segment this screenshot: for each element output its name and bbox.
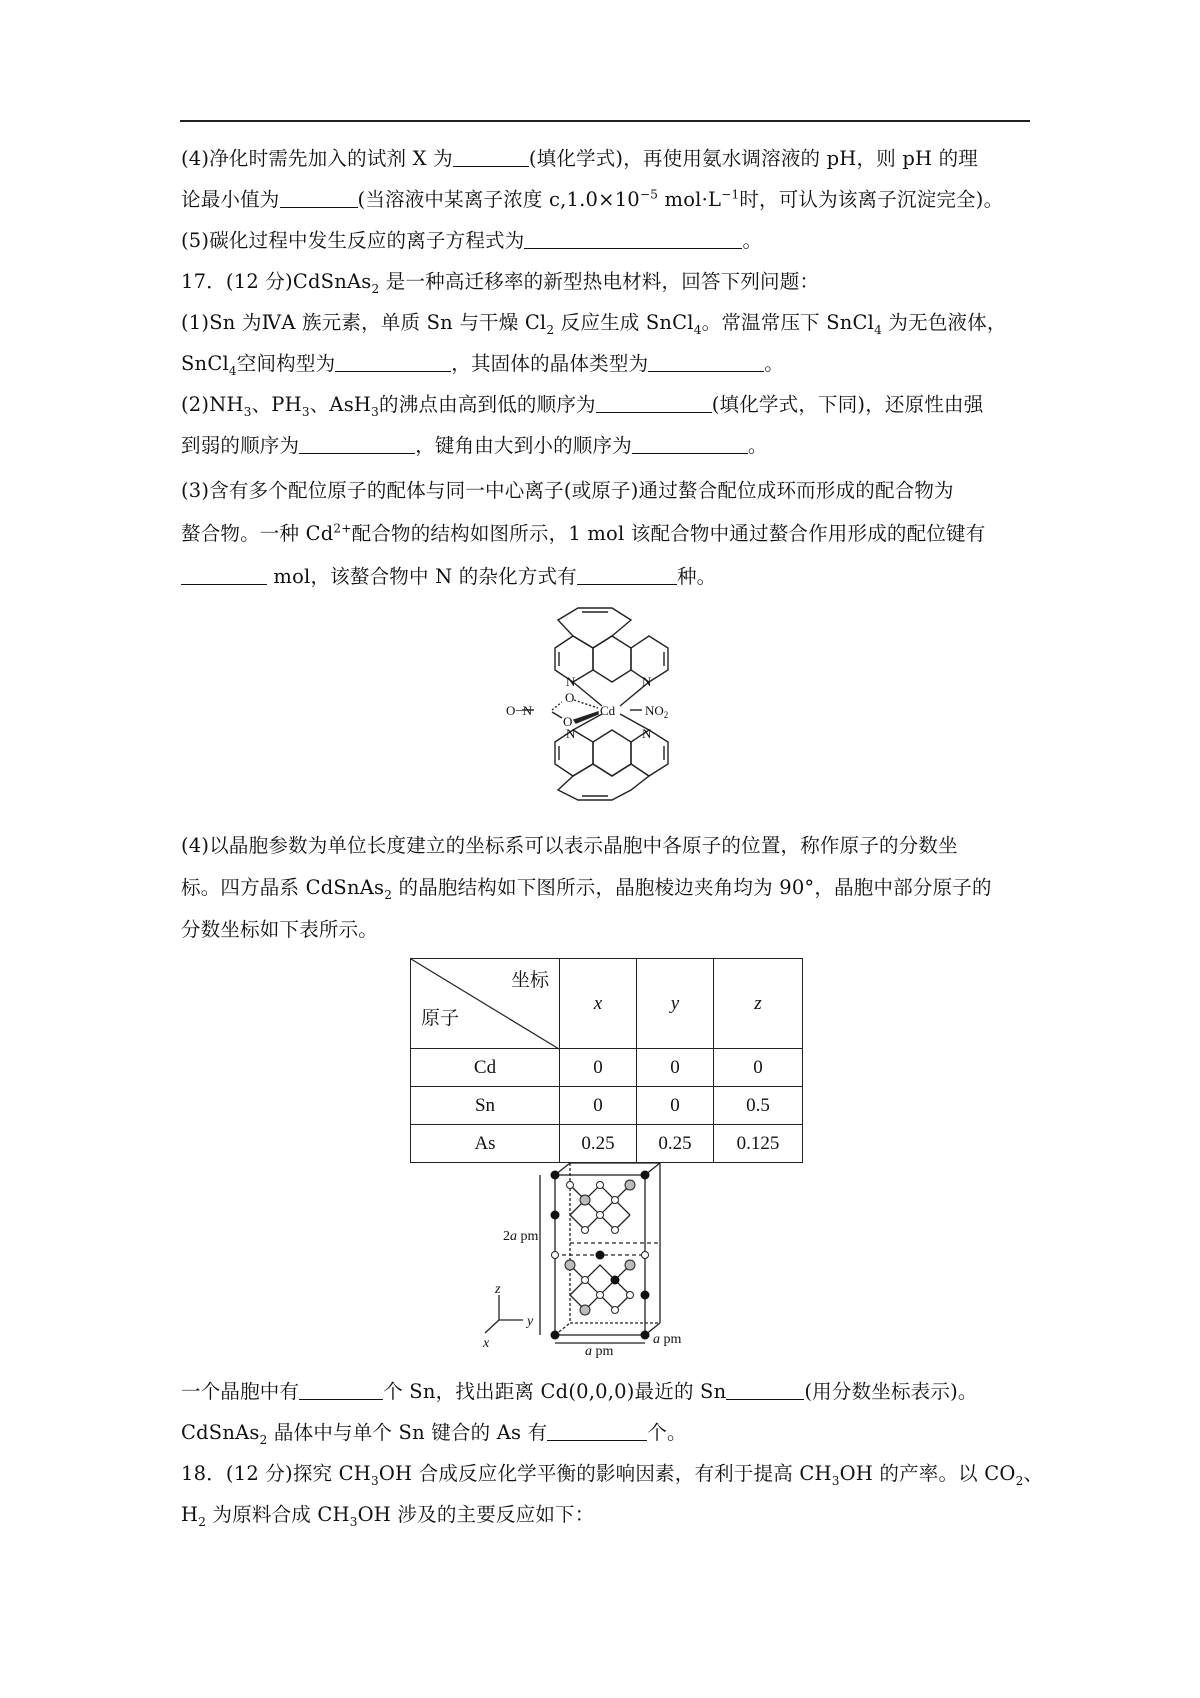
as-atom: [582, 1277, 589, 1284]
as-atom: [597, 1292, 604, 1299]
text: 个。: [647, 1421, 687, 1444]
subscript: 4: [874, 322, 883, 337]
axis-y-label: y: [527, 1314, 534, 1329]
coord-cell: 0.25: [637, 1125, 714, 1163]
n-label: N: [566, 674, 576, 689]
as-atom: [627, 1292, 634, 1299]
text: 标。四方晶系 CdSnAs: [181, 876, 385, 899]
n-label: N: [642, 674, 652, 689]
atom-cell: As: [411, 1125, 560, 1163]
no2-label: $NO_2$: [645, 703, 669, 720]
text: mol，该螯合物中 N 的杂化方式有: [267, 565, 577, 588]
as-atom: [552, 1252, 559, 1259]
as-atom: [642, 1252, 649, 1259]
answer-blank[interactable]: [577, 566, 677, 585]
text: (用分数坐标表示)。: [804, 1380, 978, 1403]
q17-part2-line1: [181, 389, 1031, 421]
fractional-coordinate-table: [410, 958, 803, 1163]
text: 、: [1023, 1462, 1044, 1485]
q16-part5-line: [181, 225, 1031, 257]
text: 螯合物。一种 Cd: [181, 522, 334, 545]
cd-atom: [641, 1291, 650, 1300]
coord-cell: 0.5: [714, 1087, 803, 1125]
cd-complex-structure: [500, 600, 720, 810]
cd-atom: [641, 1171, 650, 1180]
header-x: x: [560, 959, 637, 1049]
answer-blank[interactable]: [453, 148, 529, 167]
subscript: 2: [371, 281, 380, 296]
exponent: −5: [639, 187, 659, 202]
q17-after-line1: [181, 1376, 1031, 1408]
corner-label-bottom: 原子: [421, 1008, 460, 1029]
coord-cell: 0: [560, 1049, 637, 1087]
crystal-unit-cell: [483, 1155, 725, 1359]
coord-cell: 0: [714, 1049, 803, 1087]
text: H: [181, 1503, 199, 1526]
text: (4)以晶胞参数为单位长度建立的坐标系可以表示晶胞中各原子的位置，称作原子的分数坐: [181, 834, 958, 857]
base-label: a pm: [585, 1344, 614, 1359]
text: CdSnAs: [181, 1421, 260, 1444]
answer-blank[interactable]: [181, 566, 267, 585]
coord-cell: 0: [560, 1087, 637, 1125]
sn-atom: [625, 1260, 635, 1270]
subscript: 2: [384, 887, 393, 902]
as-atom: [597, 1182, 604, 1189]
text: 、PH: [251, 393, 302, 416]
q17-after-line2: [181, 1417, 1031, 1449]
cd-atom: [551, 1331, 560, 1340]
q16-part4-line1: [181, 143, 1031, 175]
subscript: 2: [546, 322, 555, 337]
answer-blank[interactable]: [335, 353, 451, 372]
n-label: N: [566, 726, 576, 741]
axis-x-label: x: [483, 1336, 490, 1351]
text: 分数坐标如下表所示。: [181, 918, 379, 941]
text: OH 涉及的主要反应如下：: [357, 1503, 595, 1526]
sn-atom: [580, 1305, 590, 1315]
corner-label-top: 坐标: [510, 970, 549, 991]
q18-line1: [181, 1458, 1044, 1490]
table-corner-cell: [411, 959, 560, 1049]
text: ，键角由大到小的顺序为: [415, 434, 632, 457]
subscript: 4: [228, 363, 237, 378]
o-label: O: [563, 714, 573, 729]
q17-part1-line2: [181, 348, 1031, 380]
header-z: z: [714, 959, 803, 1049]
text: 反应生成 SnCl: [554, 311, 694, 334]
q16-part4-text3: 论最小值为: [181, 188, 280, 211]
exponent: −1: [721, 187, 740, 202]
text: 、AsH: [309, 393, 372, 416]
coord-cell: 0.25: [560, 1125, 637, 1163]
header-rule: [180, 120, 1030, 122]
n-label: N: [642, 726, 652, 741]
q16-part4-text: (4)净化时需先加入的试剂 X 为: [181, 147, 453, 170]
q17-intro-text: 17．(12 分)CdSnAs: [181, 270, 372, 293]
text: (2)NH: [181, 393, 244, 416]
q17-part3-line2: [181, 518, 1031, 550]
q17-part3-line1: [181, 475, 1031, 507]
text: 种。: [676, 565, 717, 588]
answer-blank[interactable]: [648, 353, 764, 372]
text: 。: [764, 352, 784, 375]
answer-blank[interactable]: [299, 1381, 383, 1400]
answer-blank[interactable]: [632, 435, 748, 454]
cd-atom: [641, 1331, 650, 1340]
q17-part3-line3: [181, 561, 1031, 593]
subscript: 4: [693, 322, 702, 337]
cd-atom: [551, 1171, 560, 1180]
sn-atom: [565, 1260, 575, 1270]
cd-atom: [551, 1211, 560, 1220]
answer-blank[interactable]: [596, 394, 712, 413]
subscript: 3: [831, 1473, 840, 1488]
unit-text: mol·L: [658, 188, 722, 211]
text: 一个晶胞中有: [181, 1380, 300, 1403]
answer-blank[interactable]: [726, 1381, 804, 1400]
o-n-label: O−N: [506, 703, 533, 718]
q17-part1-line1: [181, 307, 1031, 339]
atom-cell: Cd: [411, 1049, 560, 1087]
table-row: [411, 1049, 803, 1087]
answer-blank[interactable]: [299, 435, 415, 454]
subscript: 3: [371, 404, 380, 419]
text: 的晶胞结构如下图所示，晶胞棱边夹角均为 90°，晶胞中部分原子的: [392, 876, 992, 899]
q16-part5-end: 。: [742, 229, 763, 252]
cd-atom: [611, 1276, 620, 1285]
text: 空间构型为: [236, 352, 336, 375]
cd-label: Cd: [600, 703, 616, 718]
subscript: 2: [259, 1432, 268, 1447]
q16-part4-text2: (填化学式)，再使用氨水调溶液的 pH，则 pH 的理: [528, 147, 978, 170]
text: 。: [747, 434, 768, 457]
q17-part2-line2: [181, 430, 1031, 462]
coord-cell: 0: [637, 1049, 714, 1087]
subscript: 3: [243, 404, 252, 419]
q16-part4-text4: (当溶液中某离子浓度 c,1.0×10: [357, 188, 640, 211]
text: ，其固体的晶体类型为: [451, 352, 649, 375]
q17-part4-line1: [181, 830, 1031, 862]
superscript: 2+: [333, 521, 352, 536]
text: (1)Sn 为ⅣA 族元素，单质 Sn 与干燥 Cl: [181, 311, 547, 334]
atom-cell: Sn: [411, 1087, 560, 1125]
text: 个 Sn，找出距离 Cd(0,0,0)最近的 Sn: [383, 1380, 727, 1403]
coord-cell: 0: [637, 1087, 714, 1125]
depth-label: a pm: [653, 1332, 682, 1347]
text: 。常温常压下 SnCl: [701, 311, 875, 334]
text: SnCl: [181, 352, 229, 375]
subscript: 3: [370, 1473, 379, 1488]
answer-blank[interactable]: [524, 230, 742, 249]
as-atom: [612, 1227, 619, 1234]
cd-atom: [596, 1251, 605, 1260]
subscript: 2: [198, 1514, 207, 1529]
q18-line2: [181, 1499, 1031, 1531]
q16-part5-text: (5)碳化过程中发生反应的离子方程式为: [181, 229, 525, 252]
coord-cell: 0.125: [714, 1125, 803, 1163]
subscript: 2: [1015, 1473, 1024, 1488]
as-atom: [597, 1212, 604, 1219]
q17-part4-line3: [181, 914, 1031, 946]
answer-blank[interactable]: [280, 189, 358, 208]
o-label: O: [565, 690, 575, 705]
text: 晶体中与单个 Sn 键合的 As 有: [267, 1421, 548, 1444]
text: OH 合成反应化学平衡的影响因素，有利于提高 CH: [378, 1462, 832, 1485]
text: 为原料合成 CH: [206, 1503, 350, 1526]
subscript: 3: [349, 1514, 358, 1529]
q16-part4-text5: 时，可认为该离子沉淀完全)。: [739, 188, 1004, 211]
text: 配合物的结构如图所示，1 mol 该配合物中通过螯合作用形成的配位键有: [351, 522, 986, 545]
sn-atom: [580, 1195, 590, 1205]
answer-blank[interactable]: [547, 1422, 647, 1441]
q16-part4-line2: [181, 184, 1031, 216]
text: (填化学式，下同)，还原性由强: [711, 393, 984, 416]
subscript: 3: [301, 404, 310, 419]
as-atom: [582, 1227, 589, 1234]
q17-part4-line2: [181, 872, 1031, 904]
table-row: [411, 1087, 803, 1125]
sn-atom: [625, 1180, 635, 1190]
as-atom: [612, 1307, 619, 1314]
text: 的沸点由高到低的顺序为: [379, 393, 596, 416]
as-atom: [567, 1182, 574, 1189]
q17-intro-text2: 是一种高迁移率的新型热电材料，回答下列问题：: [379, 270, 820, 293]
text: 18．(12 分)探究 CH: [181, 1462, 371, 1485]
text: (3)含有多个配位原子的配体与同一中心离子(或原子)通过螯合配位成环而形成的配合物为: [181, 479, 954, 502]
as-atom: [612, 1197, 619, 1204]
header-y: y: [637, 959, 714, 1049]
q17-intro: [181, 266, 1031, 298]
text: 到弱的顺序为: [181, 434, 300, 457]
text: OH 的产率。以 CO: [839, 1462, 1016, 1485]
text: 为无色液体，: [882, 311, 1007, 334]
height-label: 2a pm: [503, 1229, 539, 1244]
axis-z-label: z: [495, 1282, 501, 1297]
